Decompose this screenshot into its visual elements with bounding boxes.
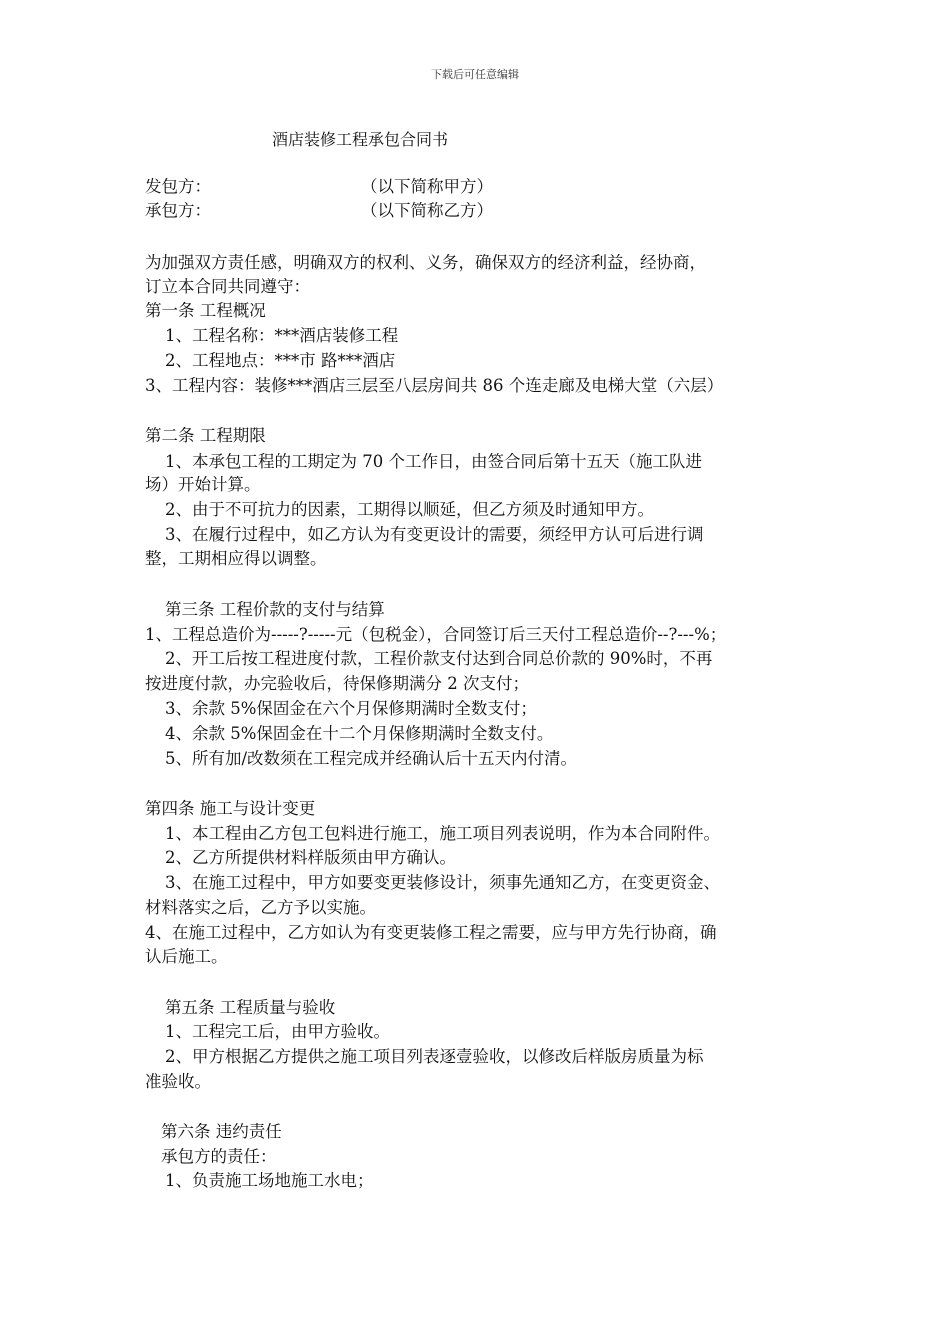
article-3-item-5: 5、所有加/改数须在工程完成并经确认后十五天内付清。 — [165, 749, 578, 768]
article-4-item-3-cont: 材料落实之后，乙方予以实施。 — [145, 898, 376, 917]
article-1-item-2: 2、工程地点：***市 路***酒店 — [165, 351, 396, 370]
article-2-item-2: 2、由于不可抗力的因素，工期得以顺延，但乙方须及时通知甲方。 — [165, 500, 654, 519]
document-title: 酒店装修工程承包合同书 — [272, 130, 449, 149]
article-4-item-3: 3、在施工过程中，甲方如要变更装修设计，须事先通知乙方，在变更资金、 — [165, 873, 720, 892]
article-3-item-3: 3、余款 5%保固金在六个月保修期满时全数支付； — [165, 699, 537, 718]
article-4-item-1: 1、本工程由乙方包工包料进行施工，施工项目列表说明，作为本合同附件。 — [165, 824, 720, 843]
article-6-subheading: 承包方的责任： — [161, 1147, 277, 1166]
article-1-item-1: 1、工程名称：***酒店装修工程 — [165, 326, 399, 345]
article-5-item-2: 2、甲方根据乙方提供之施工项目列表逐壹验收，以修改后样版房质量为标 — [165, 1047, 704, 1066]
article-5-heading: 第五条 工程质量与验收 — [165, 998, 336, 1017]
article-4-item-4: 4、在施工过程中，乙方如认为有变更装修工程之需要，应与甲方先行协商，确 — [145, 923, 717, 942]
article-6-item-1: 1、负责施工场地施工水电； — [165, 1171, 374, 1190]
article-2-item-3-cont: 整，工期相应得以调整。 — [145, 549, 327, 568]
article-3-item-2-cont: 按进度付款，办完验收后，待保修期满分 2 次支付； — [145, 674, 529, 693]
article-6-heading: 第六条 违约责任 — [161, 1122, 282, 1141]
preamble-line-2: 订立本合同共同遵守： — [145, 277, 310, 296]
article-2-item-3: 3、在履行过程中，如乙方认为有变更设计的需要，须经甲方认可后进行调 — [165, 525, 704, 544]
party-a-note: （以下简称甲方） — [361, 177, 493, 196]
article-3-item-1: 1、工程总造价为-----?-----元（包税金），合同签订后三天付工程总造价--?---%； — [145, 625, 727, 644]
article-5-item-2-cont: 准验收。 — [145, 1072, 211, 1091]
article-5-item-1: 1、工程完工后，由甲方验收。 — [165, 1022, 390, 1041]
article-1-heading: 第一条 工程概况 — [145, 301, 266, 320]
party-b-note: （以下简称乙方） — [361, 201, 493, 220]
article-2-item-1-cont: 场）开始计算。 — [145, 475, 261, 494]
party-b-role: 承包方： — [145, 201, 211, 220]
article-4-item-2: 2、乙方所提供材料样版须由甲方确认。 — [165, 848, 456, 867]
article-4-heading: 第四条 施工与设计变更 — [145, 799, 316, 818]
article-1-item-3: 3、工程内容：装修***酒店三层至八层房间共 86 个连走廊及电梯大堂（六层） — [145, 376, 724, 395]
article-3-item-2: 2、开工后按工程进度付款，工程价款支付达到合同总价款的 90%时，不再 — [165, 649, 713, 668]
article-4-item-4-cont: 认后施工。 — [145, 947, 228, 966]
party-a-role: 发包方： — [145, 177, 211, 196]
header-note: 下载后可任意编辑 — [431, 68, 519, 81]
article-2-heading: 第二条 工程期限 — [145, 426, 266, 445]
article-2-item-1: 1、本承包工程的工期定为 70 个工作日，由签合同后第十五天（施工队进 — [165, 452, 702, 471]
preamble-line-1: 为加强双方责任感，明确双方的权利、义务，确保双方的经济利益，经协商， — [145, 253, 706, 272]
article-3-item-4: 4、余款 5%保固金在十二个月保修期满时全数支付。 — [165, 724, 554, 743]
article-3-heading: 第三条 工程价款的支付与结算 — [165, 600, 385, 619]
